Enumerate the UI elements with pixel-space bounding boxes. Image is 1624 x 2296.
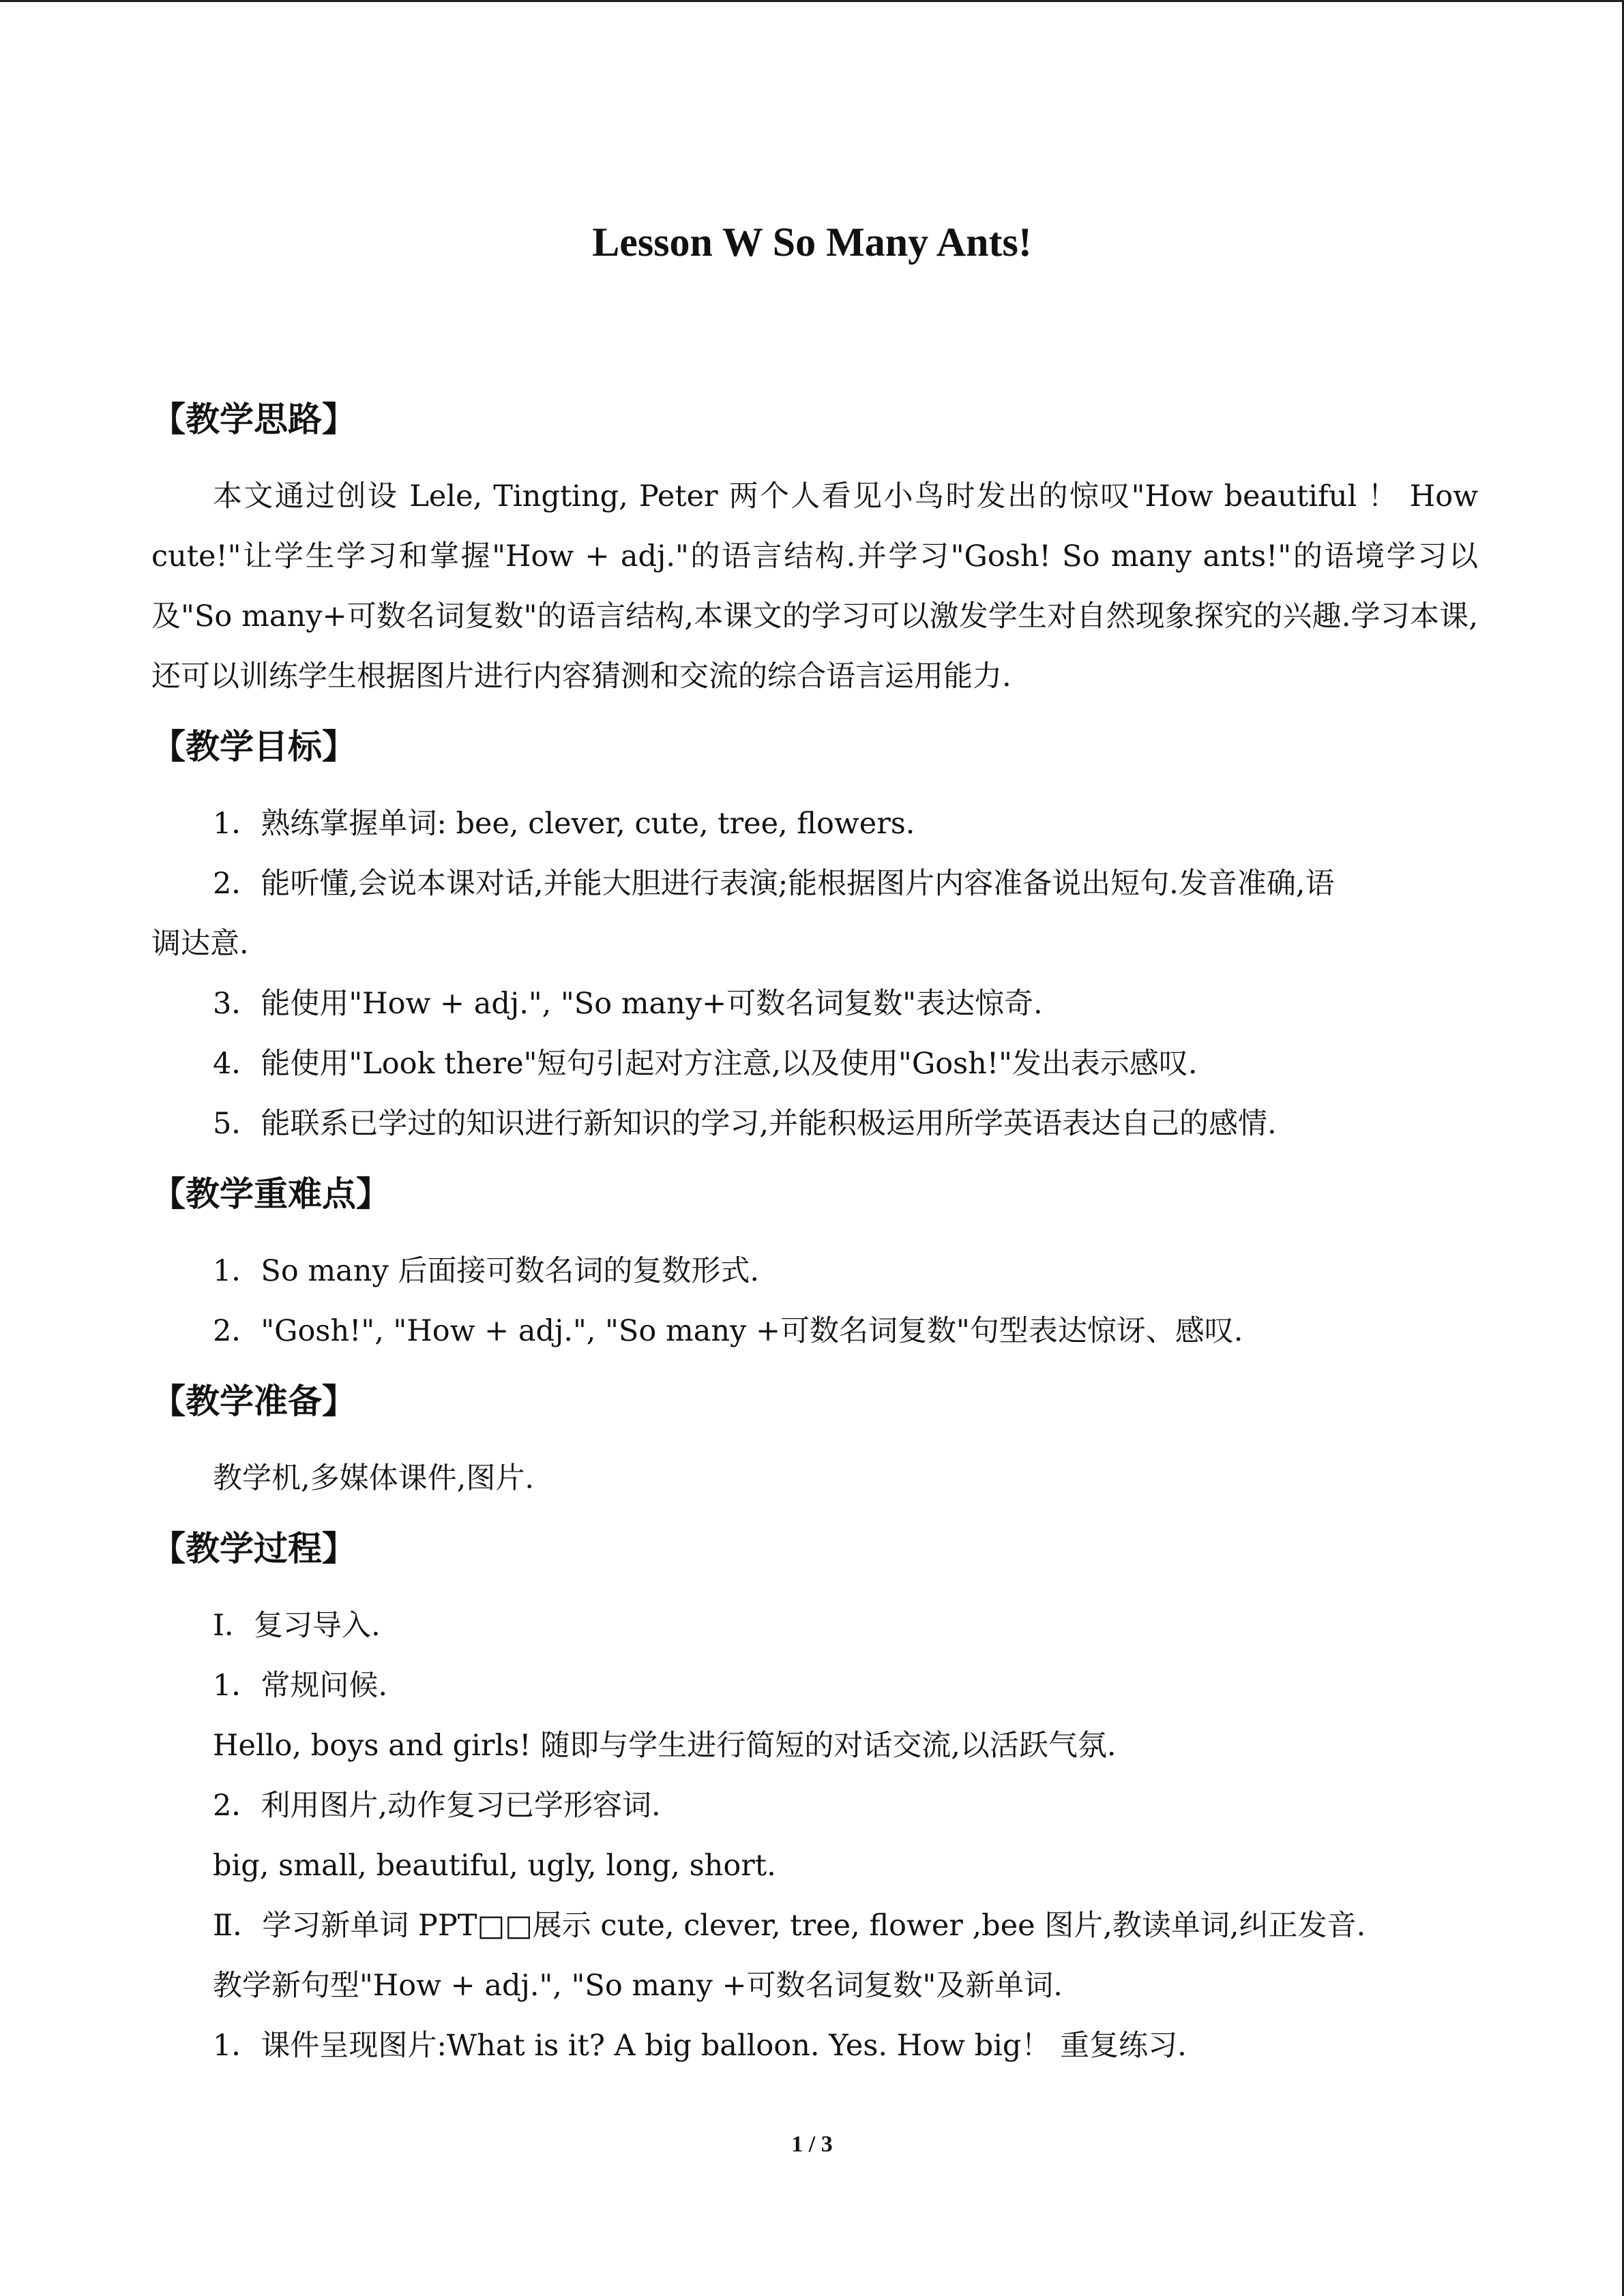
goal-item-1: 1．熟练掌握单词: bee, clever, cute, tree, flowers.	[213, 807, 915, 841]
heading-approach: 【教学思路】	[151, 400, 356, 439]
heading-goals: 【教学目标】	[151, 727, 356, 766]
approach-paragraph: 本文通过创设 Lele, Tingting, Peter 两个人看见小鸟时发出的惊叹"How beautiful ！ How cute!"让学生学习和掌握"How + adj."的语言结构.并学习"Gosh! So many ants!"的语境学习以及"So many+可数名词复数"的语言结构,本课文的学习可以激发学生对自然现象探究的兴趣.学习本课,还可以训练学生根据图片进行内容猜测和交流的综合语言运用能力.	[151, 479, 1478, 694]
process-line-6: Ⅱ．学习新单词 PPT□□展示 cute, clever, tree, flower ,bee 图片,教读单词,纠正发音.	[213, 1909, 1366, 1943]
heading-key-points: 【教学重难点】	[151, 1174, 390, 1214]
document-body	[151, 396, 1478, 2076]
process-line-4: 2．利用图片,动作复习已学形容词.	[213, 1789, 661, 1823]
goal-item-2-continuation: 调达意.	[151, 927, 249, 961]
process-line-5: big, small, beautiful, ugly, long, short.	[213, 1849, 776, 1883]
goal-item-2: 2．能听懂,会说本课对话,并能大胆进行表演;能根据图片内容准备说出短句.发音准确,语	[213, 867, 1335, 901]
goal-item-5: 5．能联系已学过的知识进行新知识的学习,并能积极运用所学英语表达自己的感情.	[213, 1107, 1277, 1141]
process-line-3: Hello, boys and girls! 随即与学生进行简短的对话交流,以活跃气氛.	[213, 1729, 1117, 1763]
heading-process: 【教学过程】	[151, 1529, 356, 1568]
heading-preparation: 【教学准备】	[151, 1382, 356, 1421]
process-line-7: 教学新句型"How + adj.", "So many +可数名词复数"及新单词.	[213, 1969, 1063, 2003]
page-number: 1 / 3	[791, 2132, 833, 2157]
key-point-item-2: 2．"Gosh!", "How + adj.", "So many +可数名词复数"句型表达惊讶、感叹.	[213, 1314, 1243, 1348]
page-top-border	[0, 0, 1624, 2]
key-point-item-1: 1．So many 后面接可数名词的复数形式.	[213, 1254, 760, 1288]
goal-item-4: 4．能使用"Look there"短句引起对方注意,以及使用"Gosh!"发出表示感叹.	[213, 1047, 1198, 1081]
preparation-text: 教学机,多媒体课件,图片.	[213, 1461, 535, 1495]
process-line-2: 1．常规问候.	[213, 1669, 388, 1703]
document-title: Lesson W So Many Ants!	[592, 220, 1032, 265]
process-line-8: 1．课件呈现图片:What is it? A big balloon. Yes. How big！ 重复练习.	[213, 2029, 1187, 2063]
goal-item-3: 3．能使用"How + adj.", "So many+可数名词复数"表达惊奇.	[213, 987, 1043, 1021]
process-line-1: Ⅰ．复习导入.	[213, 1609, 381, 1643]
